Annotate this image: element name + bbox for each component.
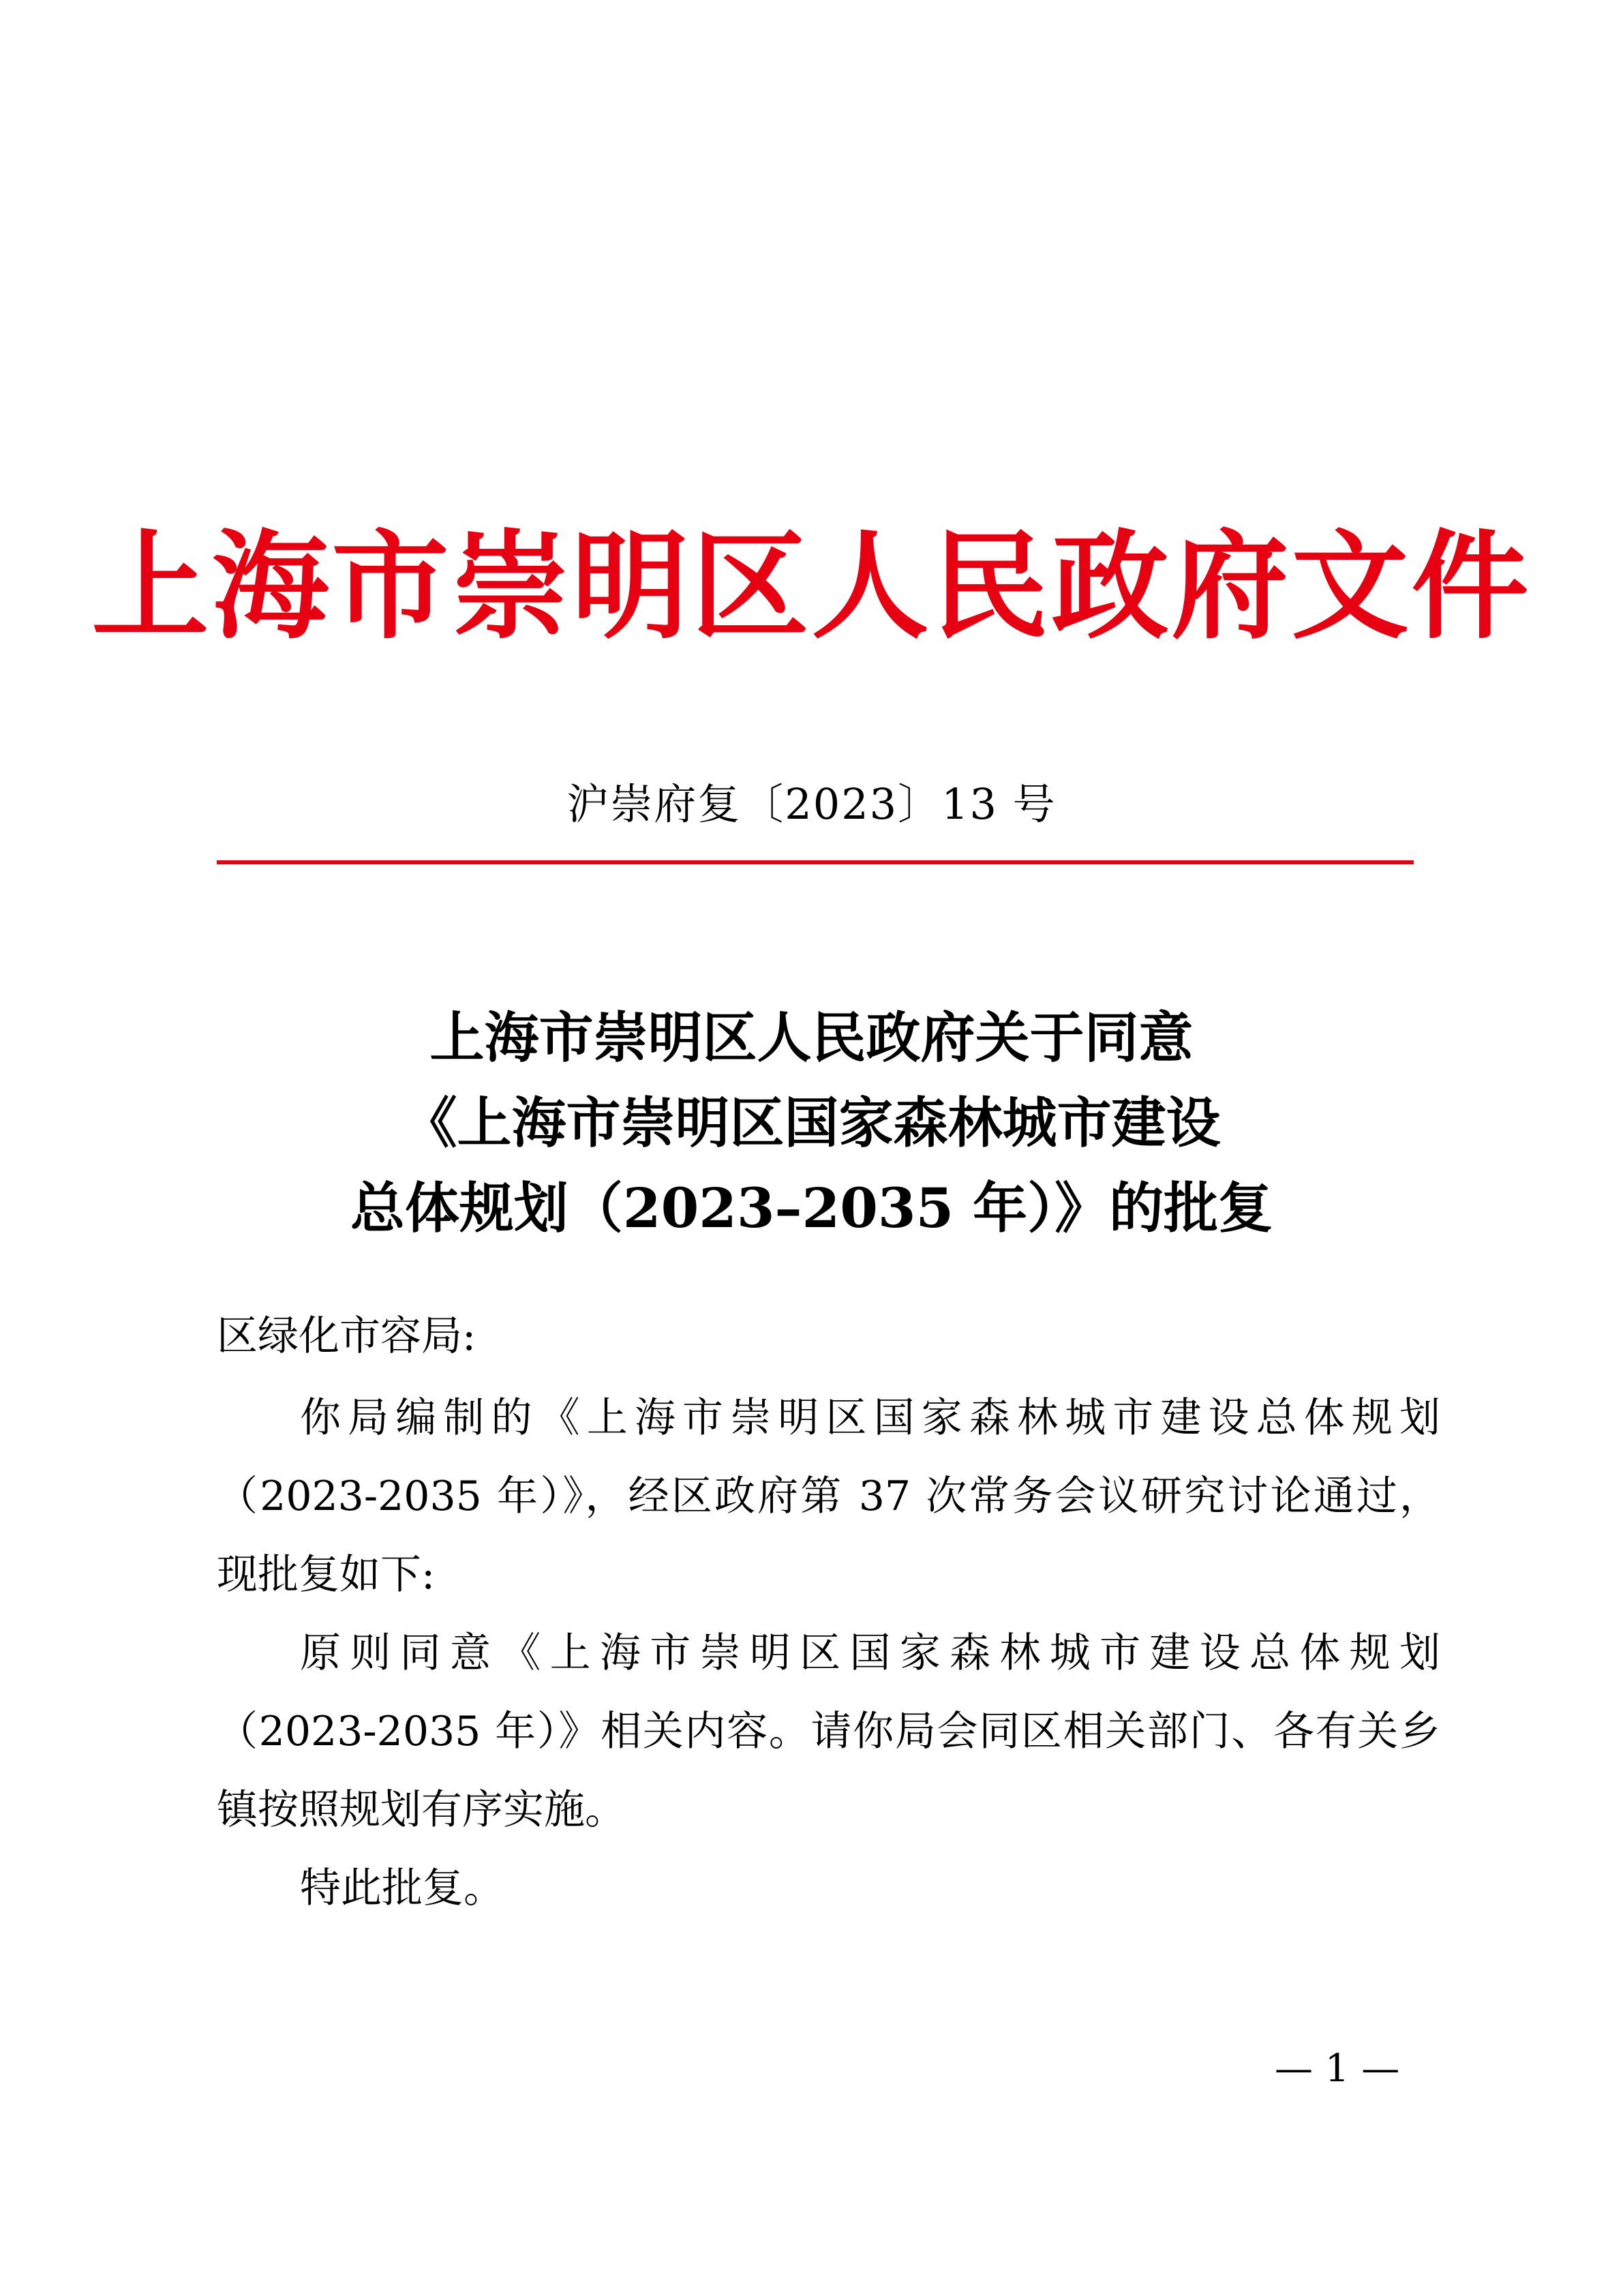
paragraph-line: 你局编制的《上海市崇明区国家森林城市建设总体规划 [300, 1394, 1440, 1442]
red-divider-line [217, 860, 1414, 864]
title-line: 总体规划（2023–2035 年）》的批复 [350, 1176, 1273, 1240]
title-line: 上海市崇明区人民政府关于同意 [429, 1006, 1194, 1070]
paragraph-line: （2023-2035 年）》相关内容。请你局会同区相关部门、各有关乡 [217, 1708, 1440, 1755]
document-title [0, 995, 1623, 1251]
masthead-title: 上海市崇明区人民政府文件 [91, 517, 1532, 655]
paragraph-line: 现批复如下: [217, 1551, 436, 1599]
closing-phrase: 特此批复。 [300, 1864, 504, 1912]
paragraph-line: 镇按照规划有序实施。 [217, 1786, 626, 1834]
document-number: 沪崇府复〔2023〕13 号 [566, 779, 1057, 829]
title-line: 《上海市崇明区国家森林城市建设 [402, 1091, 1221, 1155]
page-number: — 1 — [1275, 2046, 1400, 2091]
addressee: 区绿化市容局: [217, 1312, 476, 1360]
paragraph-line: 原则同意《上海市崇明区国家森林城市建设总体规划 [300, 1629, 1440, 1677]
paragraph-line: （2023-2035 年）》，经区政府第 37 次常务会议研究讨论通过， [217, 1472, 1440, 1520]
